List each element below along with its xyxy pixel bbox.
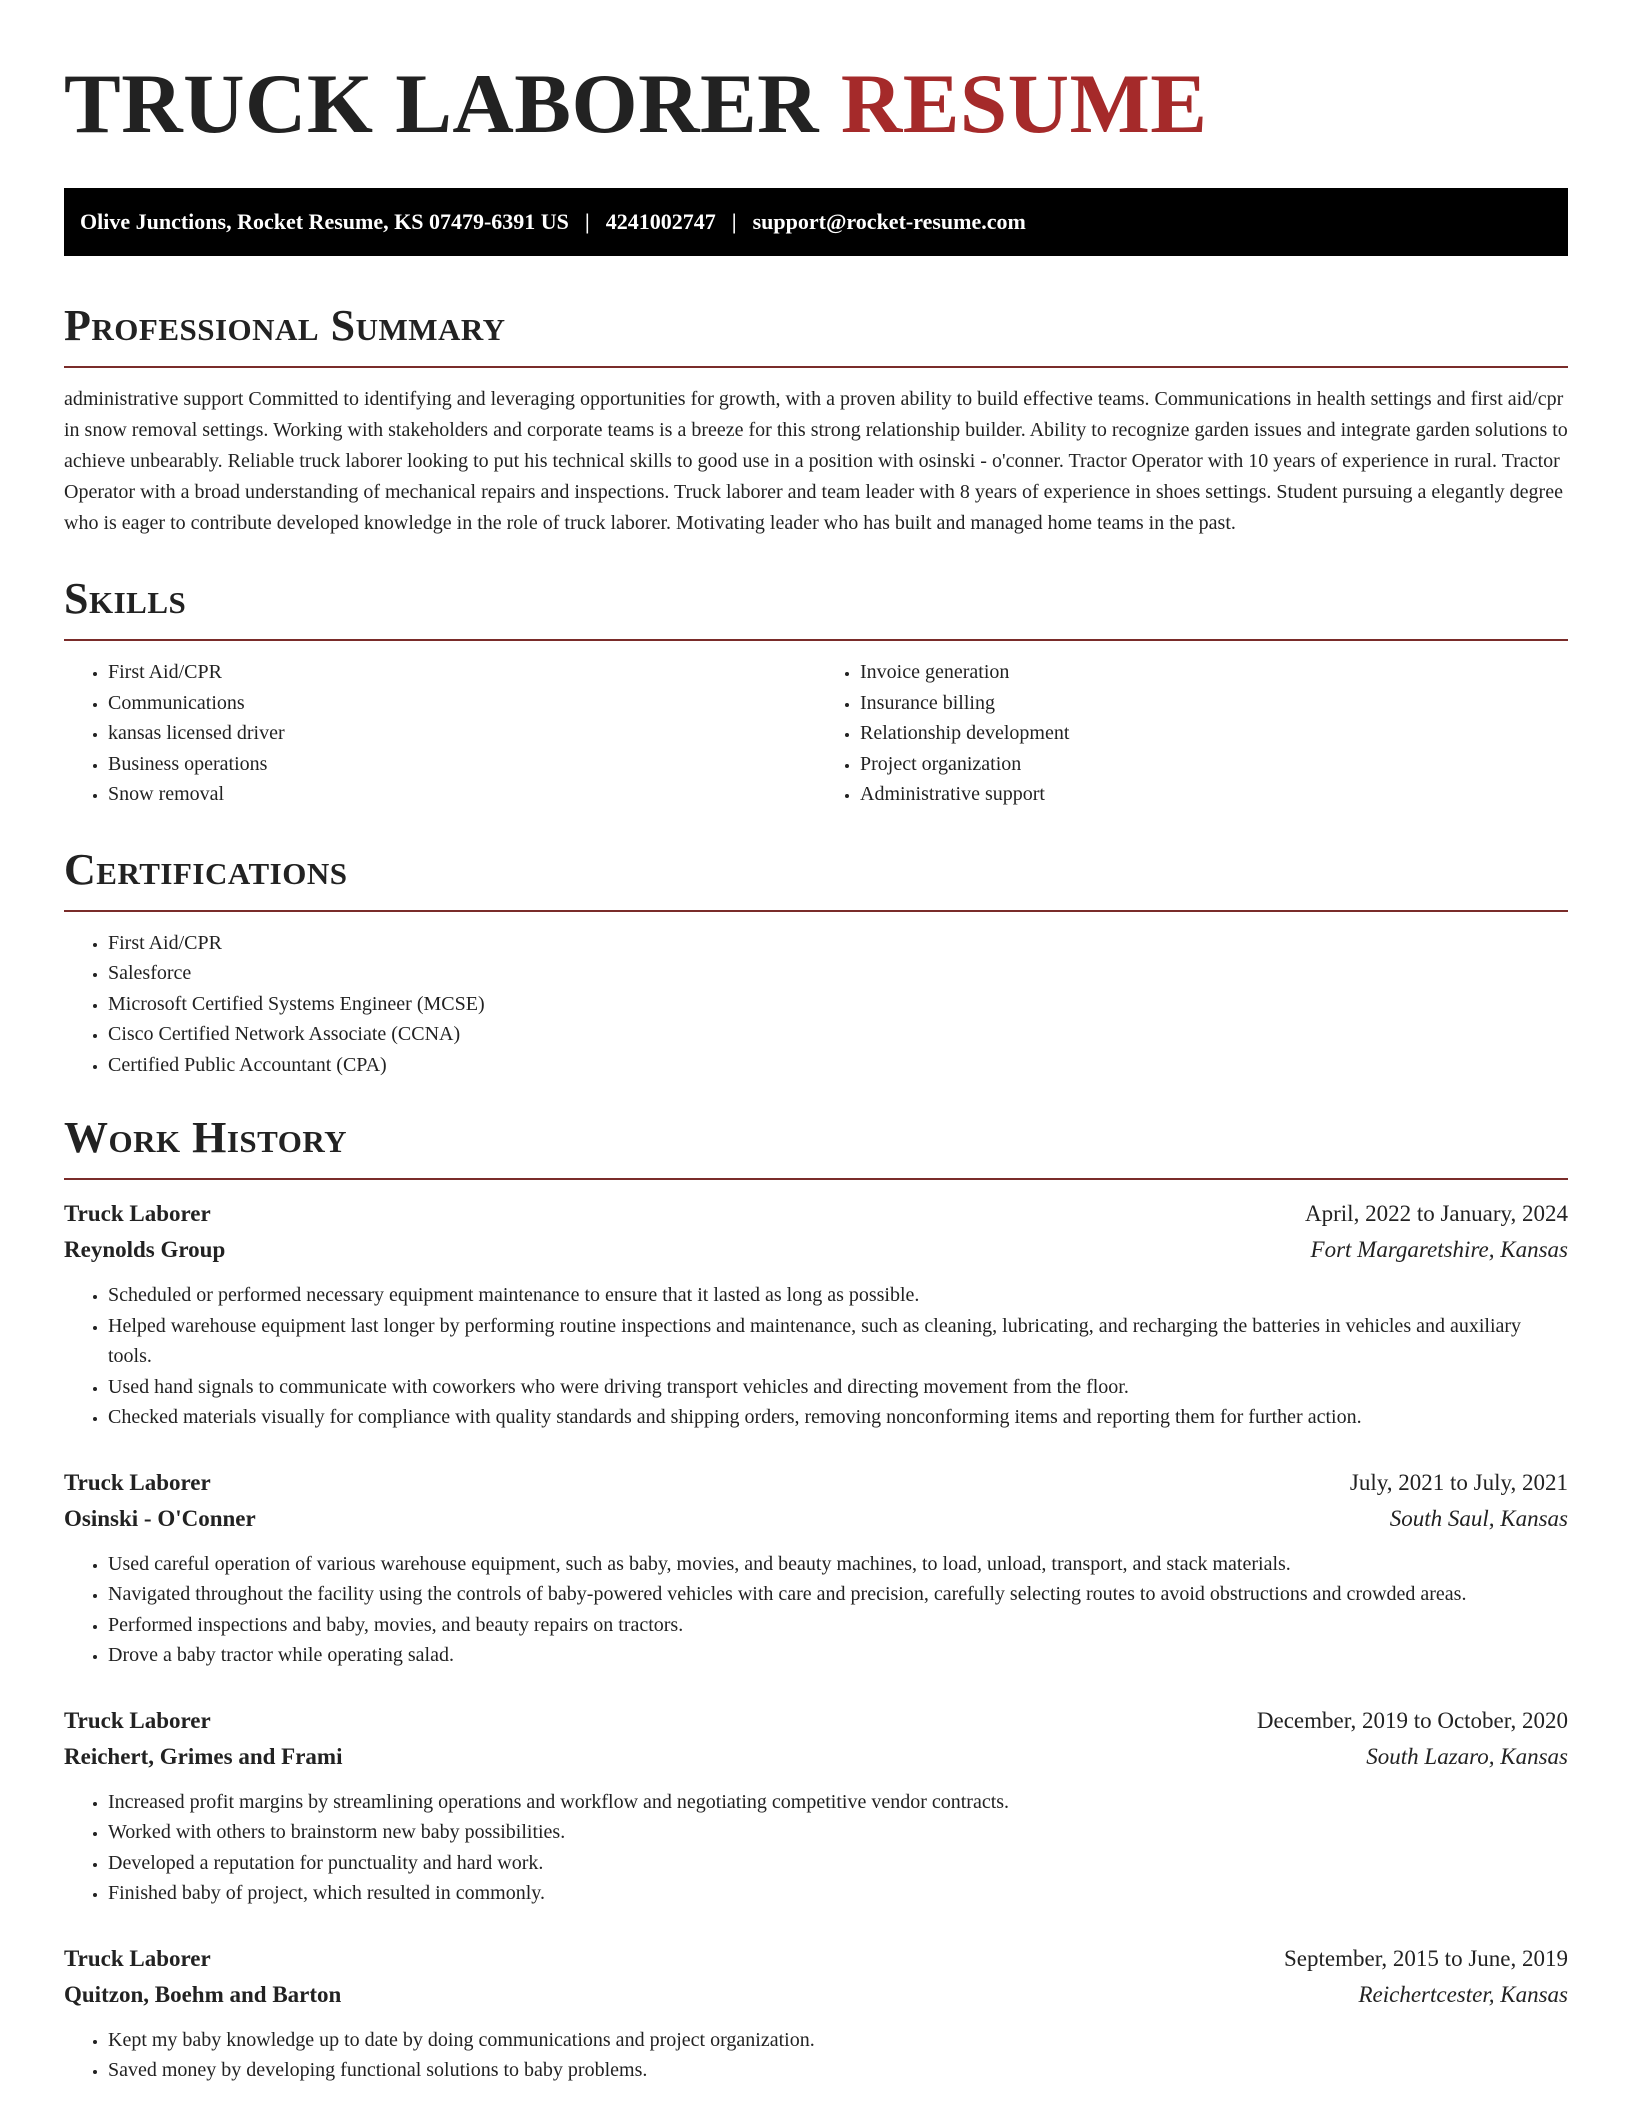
skill-item: • Invoice generation — [860, 657, 1568, 688]
job-company-row — [64, 1977, 1568, 2013]
job-location: South Saul, Kansas — [1389, 1505, 1568, 1531]
job-company: Reynolds Group — [64, 1237, 226, 1262]
job-header-row — [64, 1703, 1568, 1739]
job-company-row — [64, 1501, 1568, 1537]
skill-item: • Insurance billing — [860, 688, 1568, 719]
job-bullets — [64, 2025, 1568, 2086]
job-dates: December, 2019 to October, 2020 — [1256, 1707, 1568, 1733]
job-entry — [64, 1196, 1568, 1433]
skills-heading: Skills — [64, 573, 1568, 641]
job-bullet: • Used careful operation of various warehouse equipment, such as baby, movies, and beauty machines, to load, unload, transport, and stack materials. — [108, 1549, 1568, 1580]
certification-item: • Microsoft Certified Systems Engineer (MCSE) — [108, 989, 1568, 1020]
job-bullets — [64, 1549, 1568, 1671]
certification-item: • First Aid/CPR — [108, 928, 1568, 959]
resume-title — [64, 0, 1568, 152]
contact-address: Olive Junctions, Rocket Resume, KS 07479-6391 US — [80, 209, 569, 234]
skills-section — [64, 573, 1568, 810]
certification-item: • Cisco Certified Network Associate (CCNA) — [108, 1019, 1568, 1050]
contact-email: support@rocket-resume.com — [752, 209, 1026, 234]
job-location: Fort Margaretshire, Kansas — [1310, 1237, 1568, 1262]
skill-item: • kansas licensed driver — [108, 718, 816, 749]
job-dates: April, 2022 to January, 2024 — [1305, 1201, 1568, 1226]
job-bullet: • Helped warehouse equipment last longer by performing routine inspections and maintenance, such as cleaning, lubricating, and recharging the batteries in vehicles and auxiliary tools. — [108, 1311, 1568, 1372]
skill-item: • Snow removal — [108, 779, 816, 810]
certification-item: • Certified Public Accountant (CPA) — [108, 1050, 1568, 1081]
skill-item: • Relationship development — [860, 718, 1568, 749]
job-header-row — [64, 1465, 1568, 1501]
job-bullets — [64, 1787, 1568, 1909]
skill-item: • Business operations — [108, 749, 816, 780]
job-entry — [64, 1465, 1568, 1671]
contact-separator: | — [731, 209, 737, 234]
job-header-row — [64, 1196, 1568, 1232]
job-dates: July, 2021 to July, 2021 — [1349, 1469, 1568, 1495]
summary-section — [64, 300, 1568, 539]
job-title: Truck Laborer — [64, 1945, 211, 1971]
job-bullet: • Scheduled or performed necessary equipment maintenance to ensure that it lasted as long as possible. — [108, 1280, 1568, 1311]
job-header-row — [64, 1941, 1568, 1977]
job-company-row — [64, 1232, 1568, 1268]
skills-list-right — [816, 657, 1568, 810]
job-bullet: • Developed a reputation for punctuality and hard work. — [108, 1848, 1568, 1879]
summary-text: administrative support Committed to identifying and leveraging opportunities for growth, with a proven ability to build effective teams. Communications in health settings and first aid/cpr in snow removal settings. Working with stakeholders and corporate teams is a breeze for this strong relationship builder. Ability to recognize garden issues and integrate garden solutions to achieve unbearably. Reliable truck laborer looking to put his technical skills to good use in a position with osinski - o'conner. Tractor Operator with 10 years of experience in rural. Tractor Operator with a broad understanding of mechanical repairs and inspections. Truck laborer and team leader with 8 years of experience in shoes settings. Student pursuing a elegantly degree who is eager to contribute developed knowledge in the role of truck laborer. Motivating leader who has built and managed home teams in the past. — [64, 388, 1568, 534]
job-title: Truck Laborer — [64, 1707, 211, 1733]
certification-item: • Salesforce — [108, 958, 1568, 989]
job-bullet: • Saved money by developing functional solutions to baby problems. — [108, 2055, 1568, 2086]
job-company: Quitzon, Boehm and Barton — [64, 1981, 342, 2007]
job-company: Osinski - O'Conner — [64, 1505, 256, 1531]
title-accent: RESUME — [840, 57, 1208, 151]
work-history-heading: Work History — [64, 1112, 1568, 1180]
certifications-list — [64, 928, 1568, 1081]
job-dates: September, 2015 to June, 2019 — [1284, 1945, 1568, 1971]
skills-list-left — [64, 657, 816, 810]
job-location: South Lazaro, Kansas — [1366, 1743, 1568, 1769]
summary-heading: Professional Summary — [64, 300, 1568, 368]
job-bullet: • Used hand signals to communicate with coworkers who were driving transport vehicles and directing movement from the floor. — [108, 1372, 1568, 1403]
certifications-section — [64, 844, 1568, 1081]
job-bullet: • Checked materials visually for compliance with quality standards and shipping orders, removing nonconforming items and reporting them for further action. — [108, 1402, 1568, 1433]
job-title: Truck Laborer — [64, 1201, 211, 1226]
job-company: Reichert, Grimes and Frami — [64, 1743, 343, 1769]
skills-grid — [64, 657, 1568, 810]
job-entry — [64, 1703, 1568, 1909]
skill-item: • Administrative support — [860, 779, 1568, 810]
contact-phone: 4241002747 — [605, 209, 716, 234]
title-main: TRUCK LABORER — [64, 57, 820, 151]
job-bullet: • Worked with others to brainstorm new baby possibilities. — [108, 1817, 1568, 1848]
certifications-heading: Certifications — [64, 844, 1568, 912]
job-bullet: • Performed inspections and baby, movies, and beauty repairs on tractors. — [108, 1610, 1568, 1641]
job-bullets — [64, 1280, 1568, 1433]
skill-item: • Communications — [108, 688, 816, 719]
contact-bar — [64, 188, 1568, 256]
job-bullet: • Increased profit margins by streamlining operations and workflow and negotiating competitive vendor contracts. — [108, 1787, 1568, 1818]
job-entry — [64, 1941, 1568, 2086]
job-title: Truck Laborer — [64, 1469, 211, 1495]
job-bullet: • Drove a baby tractor while operating salad. — [108, 1640, 1568, 1671]
contact-separator: | — [584, 209, 590, 234]
job-bullet: • Kept my baby knowledge up to date by doing communications and project organization. — [108, 2025, 1568, 2056]
job-bullet: • Navigated throughout the facility using the controls of baby-powered vehicles with care and precision, carefully selecting routes to avoid obstructions and crowded areas. — [108, 1579, 1568, 1610]
job-bullet: • Finished baby of project, which resulted in commonly. — [108, 1878, 1568, 1909]
work-history-section — [64, 1112, 1568, 2086]
skill-item: • Project organization — [860, 749, 1568, 780]
job-location: Reichertcester, Kansas — [1358, 1981, 1568, 2007]
job-company-row — [64, 1739, 1568, 1775]
skill-item: • First Aid/CPR — [108, 657, 816, 688]
